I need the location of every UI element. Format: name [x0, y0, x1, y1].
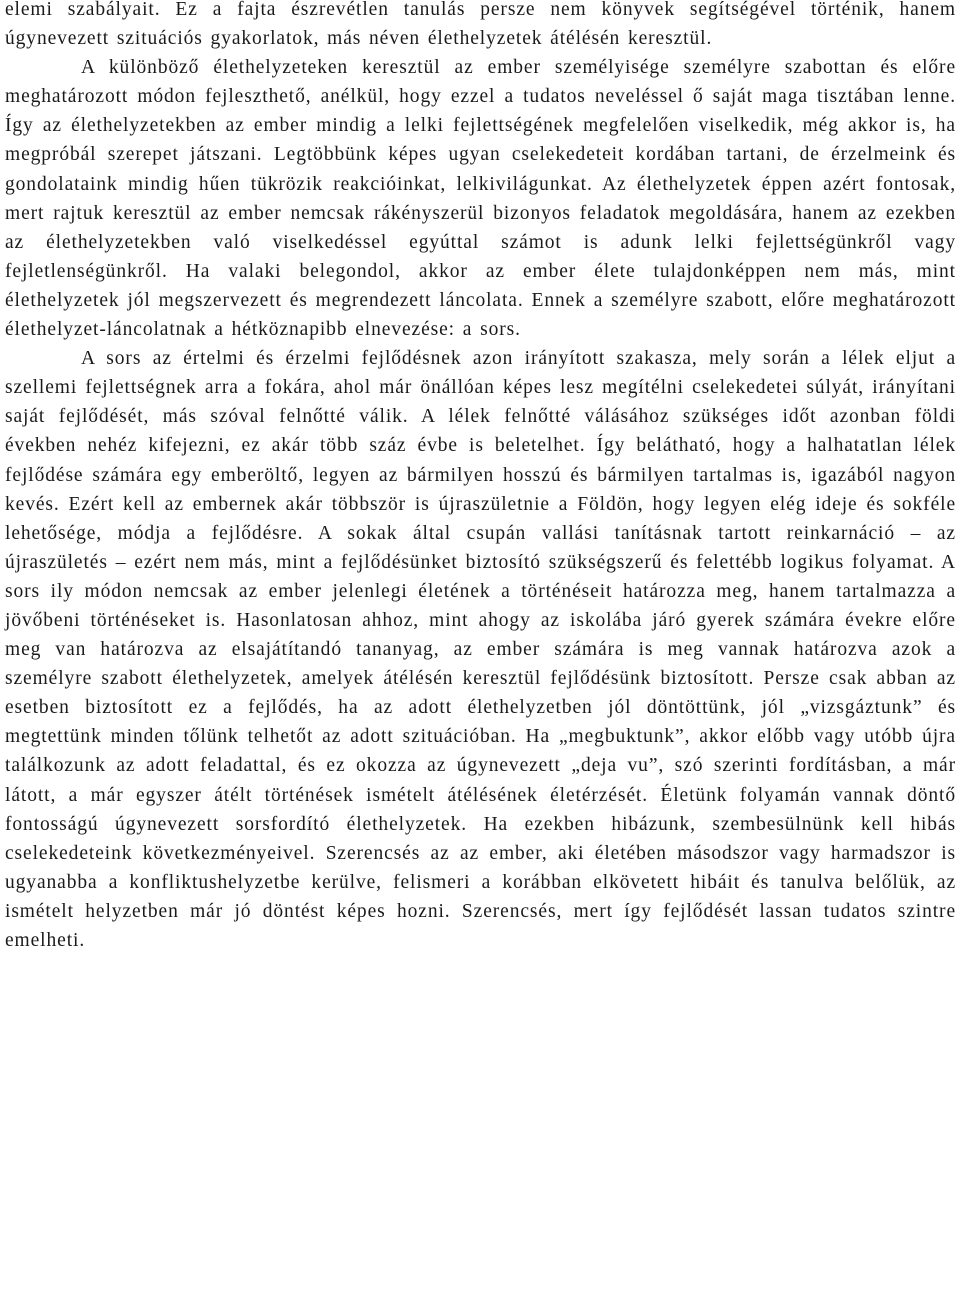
paragraph-fate: A sors az értelmi és érzelmi fejlődésnek azon irányított szakasza, mely során a lélek eljut a szellemi fejlettségnek arra a fokára, ahol már önállóan képes lesz megítélni cselekedetei súlyát, irányítani saját fejlődését, más szóval felnőtté válik. A lélek felnőtté válásához szükséges időt azonban földi években nehéz kifejezni, ez akár több száz évbe is beletelhet. Így belátható, hogy a halhatatlan lélek fejlődése számára egy emberöltő, legyen az bármilyen hosszú és bármilyen tartalmas is, igazából nagyon kevés. Ezért kell az embernek akár többször is újraszületnie a Földön, hogy legyen elég ideje és sokféle lehetősége, módja a fejlődésre. A sokak által csupán vallási tanításnak tartott reinkarnáció – az újraszületés – ezért nem más, mint a fejlődésünket biztosító szükségszerű és felettébb logikus folyamat. A sors ily módon nemcsak az ember jelenlegi életének a történéseit határozza meg, hanem tartalmazza a jövőbeni történéseket is. Hasonlatosan ahhoz, mint ahogy az iskolába járó gyerek számára évekre előre meg van határozva az elsajátítandó tananyag, az ember számára is meg vannak határozva azok a személyre szabott élethelyzetek, amelyek átélésén keresztül fejlődésünk biztosított. Persze csak abban az esetben biztosított ez a fejlődés, ha az adott élethelyzetben jól döntöttünk, jól „vizsgáztunk” és megtettünk minden tőlünk telhetőt az adott szituációban. Ha „megbuktunk”, akkor előbb vagy utóbb újra találkozunk az adott feladattal, és ez okozza az úgynevezett „deja vu”, szó szerinti fordításban, a már látott, a már egyszer átélt történések ismételt átélésének életérzését. Életünk folyamán vannak döntő fontosságú úgynevezett sorsfordító élethelyzetek. Ha ezekben hibázunk, szembesülnünk kell hibás cselekedeteink következményeivel. Szerencsés az az ember, aki életében másodszor vagy harmadszor is ugyanabba a konfliktushelyzetbe kerülve, felismeri a korábban elkövetett hibáit és tanulva belőlük, az ismételt helyzetben már jó döntést képes hozni. Szerencsés, mert így fejlődését lassan tudatos szintre emelheti. [5, 348, 956, 951]
paragraph-continuation: elemi szabályait. Ez a fajta észrevétlen tanulás persze nem könyvek segítségével történik, hanem úgynevezett szituációs gyakorlatok, más néven élethelyzetek átélésén keresztül. [5, 0, 956, 50]
paragraph-life-situations: A különböző élethelyzeteken keresztül az ember személyisége személyre szabottan és előre meghatározott módon fejleszthető, anélkül, hogy ezzel a tudatos neveléssel ő saját maga tisztában lenne. Így az élethelyzetekben az ember mindig a lelki fejlettségének megfelelően viselkedik, még akkor is, ha megpróbál szerepet játszani. Legtöbbünk képes ugyan cselekedeteit kordában tartani, de érzelmeink és gondolataink mindig hűen tükrözik reakcióinkat, lelkivilágunkat. Az élethelyzetek éppen azért fontosak, mert rajtuk keresztül az ember nemcsak rákényszerül bizonyos feladatok megoldására, hanem az ezekben az élethelyzetekben való viselkedéssel egyúttal számot is adunk lelki fejlettségünkről vagy fejletlenségünkről. Ha valaki belegondol, akkor az ember élete tulajdonképpen nem más, mint élethelyzetek jól megszervezett és megrendezett láncolata. Ennek a személyre szabott, előre meghatározott élethelyzet-láncolatnak a hétköznapibb elnevezése: a sors. [5, 57, 956, 341]
